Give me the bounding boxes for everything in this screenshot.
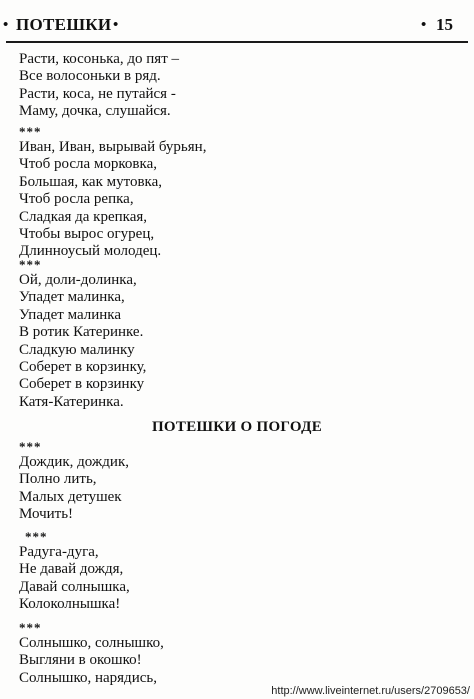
weather-poem-2 [19,530,130,614]
poem-line: Иван, Иван, вырывай бурьян, [19,139,207,155]
header-rule [6,41,468,43]
poem-line: Соберет в корзинку, [19,359,147,376]
poem-line: Радуга-дуга, [19,544,99,560]
poem-line: Чтобы вырос огурец, [19,226,155,243]
weather-poem-1 [19,440,129,524]
poem-line: Упадет малинка, [19,289,125,306]
poem-line: Солнышко, солнышко, [19,635,164,651]
poem-line: Все волосоньки в ряд. [19,68,161,85]
poem-line: Солнышко, нарядись, [19,669,157,686]
stars-separator: *** [19,257,42,272]
poem-line: Расти, косонька, до пят – [19,51,179,67]
poem-line: Катя-Катеринка. [19,393,124,410]
poem-line: Соберет в корзинку [19,376,145,393]
poem-line: Длинноусый молодец. [19,243,162,260]
poem-line: Мочить! [19,506,74,523]
poem-line: Колоколнышка! [19,596,121,613]
poem-line: Сладкая да крепкая, [19,208,148,225]
poem-line: Давай солнышка, [19,578,130,595]
stars-separator: *** [25,529,48,544]
stars-separator: *** [19,124,42,139]
poem-line: Упадет малинка [19,306,122,323]
section-title: ПОТЕШКИ О ПОГОДЕ [151,419,323,435]
poem-line: В ротик Катеринке. [19,324,144,341]
stars-separator: *** [19,439,42,454]
poem-line: Полно лить, [19,471,97,488]
poem-line: Дождик, дождик, [19,454,129,470]
header-bullet-middle: • [113,17,119,33]
running-title: ПОТЕШКИ [16,15,112,34]
poem-line: Ой, доли-долинка, [19,272,137,288]
page-header [0,14,474,44]
poem-line: Не давай дождя, [19,561,124,578]
poem-line: Маму, дочка, слушайся. [19,103,171,120]
poem-line: Расти, коса, не путайся - [19,85,176,102]
poem-line: Большая, как мутовка, [19,173,163,190]
poem-line: Сладкую малинку [19,341,135,358]
watermark-url: http://www.liveinternet.ru/users/2709653/ [271,685,470,697]
poem-line: Чтоб росла репка, [19,191,134,208]
header-bullet-left: • [3,17,9,33]
poem-1 [19,51,179,121]
poem-line: Малых детушек [19,488,122,505]
header-bullet-right: • [421,17,427,33]
poem-2 [19,125,206,261]
poem-line: Чтоб росла морковка, [19,156,157,173]
poem-line: Выгляни в окошко! [19,652,142,669]
weather-poem-3 [19,621,164,687]
stars-separator: *** [19,620,42,635]
page-number: 15 [436,15,453,34]
poem-3 [19,258,146,411]
